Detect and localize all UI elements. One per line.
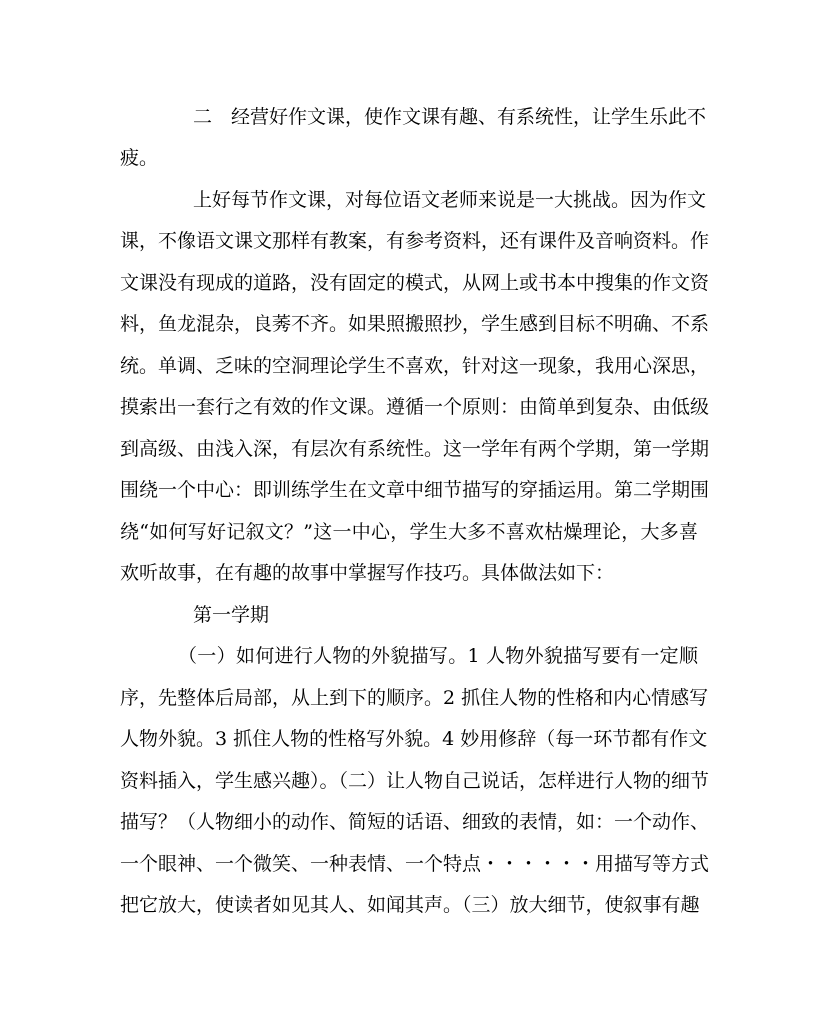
section-heading-line-1: 二 经营好作文课，使作文课有趣、有系统性，让学生乐此不 xyxy=(193,106,707,128)
paragraph-2-line-4: 资料插入，学生感兴趣）。（二）让人物自己说话，怎样进行人物的细节 xyxy=(120,770,710,792)
paragraph-2-line-2: 序，先整体后局部，从上到下的顺序。2 抓住人物的性格和内心情感写 xyxy=(120,687,709,709)
paragraph-1-line-9: 绕“如何写好记叙文？”这一中心，学生大多不喜欢枯燥理论，大多喜 xyxy=(120,521,698,543)
paragraph-1-line-6: 摸索出一套行之有效的作文课。遵循一个原则：由简单到复杂、由低级 xyxy=(120,396,710,418)
paragraph-1-line-2: 课，不像语文课文那样有教案，有参考资料，还有课件及音响资料。作 xyxy=(120,230,710,252)
paragraph-1-line-10: 欢听故事，在有趣的故事中掌握写作技巧。具体做法如下： xyxy=(120,562,615,584)
paragraph-1-line-1: 上好每节作文课，对每位语文老师来说是一大挑战。因为作文 xyxy=(193,189,707,211)
section-heading-line-2: 疲。 xyxy=(120,147,159,169)
paragraph-1-line-3: 文课没有现成的道路，没有固定的模式，从网上或书本中搜集的作文资 xyxy=(120,272,710,294)
subheading: 第一学期 xyxy=(193,604,270,626)
paragraph-1-line-7: 到高级、由浅入深，有层次有系统性。这一学年有两个学期，第一学期 xyxy=(120,438,710,460)
paragraph-2-line-1: （一）如何进行人物的外貌描写。1 人物外貌描写要有一定顺 xyxy=(178,645,698,667)
paragraph-2-line-3: 人物外貌。3 抓住人物的性格写外貌。4 妙用修辞（每一环节都有作文 xyxy=(120,728,708,750)
paragraph-1-line-5: 统。单调、乏味的空洞理论学生不喜欢，针对这一现象，我用心深思， xyxy=(120,355,710,377)
paragraph-2-line-7: 把它放大，使读者如见其人、如闻其声。（三）放大细节，使叙事有趣 xyxy=(120,894,700,916)
paragraph-2-line-5: 描写？（人物细小的动作、简短的话语、细致的表情，如：一个动作、 xyxy=(120,811,710,833)
paragraph-1-line-4: 料，鱼龙混杂，良莠不齐。如果照搬照抄，学生感到目标不明确、不系 xyxy=(120,313,710,335)
paragraph-1-line-8: 围绕一个中心：即训练学生在文章中细节描写的穿插运用。第二学期围 xyxy=(120,479,710,501)
paragraph-2-line-6: 一个眼神、一个微笑、一种表情、一个特点・・・・・・用描写等方式 xyxy=(120,853,710,875)
